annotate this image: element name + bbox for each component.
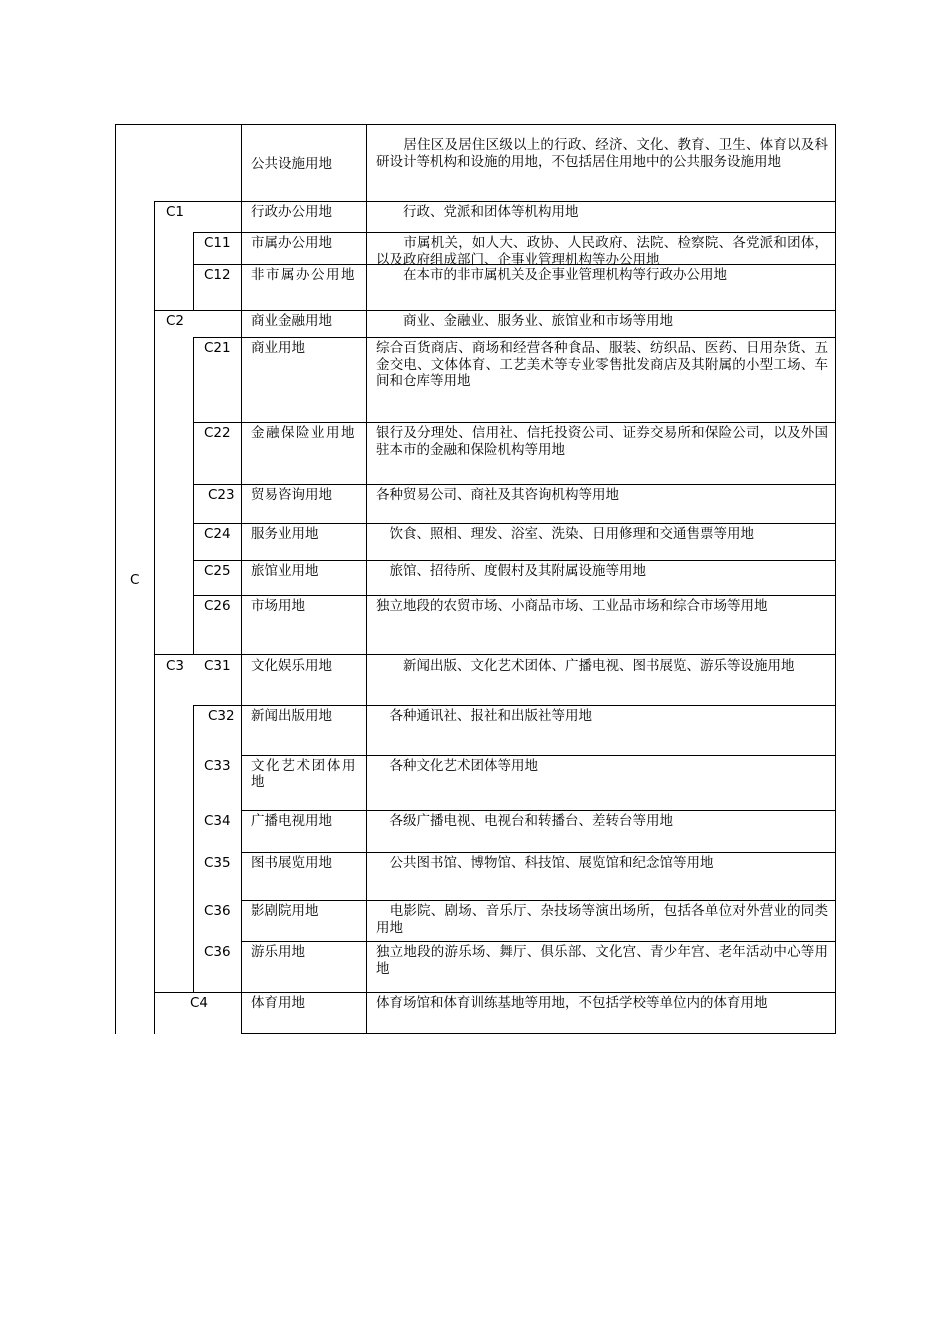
item-name: 市场用地 [251, 598, 305, 614]
row-line [193, 560, 836, 561]
item-desc: 旅馆、招待所、度假村及其附属设施等用地 [376, 563, 646, 579]
item-code: C24 [204, 526, 231, 542]
item-desc: 在本市的非市属机关及企事业管理机构等行政办公用地 [376, 267, 727, 283]
row-line [193, 337, 836, 338]
row-line [241, 755, 836, 756]
item-desc: 公共图书馆、博物馆、科技馆、展览馆和纪念馆等用地 [376, 855, 714, 871]
item-desc: 独立地段的农贸市场、小商品市场、工业品市场和综合市场等用地 [376, 598, 768, 614]
c2-sub-border [193, 337, 194, 654]
item-desc: 电影院、剧场、音乐厅、杂技场等演出场所，包括各单位对外营业的同类用地 [376, 903, 828, 936]
group-code: C1 [166, 204, 185, 220]
item-code: C33 [204, 758, 231, 774]
item-name: 非市属办公用地 [251, 267, 356, 283]
item-code: C36 [204, 903, 231, 919]
item-code: C31 [204, 658, 231, 674]
main-name: 公共设施用地 [251, 156, 332, 172]
table-left-border [115, 124, 116, 1034]
item-code: C26 [204, 598, 231, 614]
main-desc: 居住区及居住区级以上的行政、经济、文化、教育、卫生、体育以及科研设计等机构和设施的用地，不包括居住用地中的公共服务设施用地 [376, 137, 828, 170]
item-code: C12 [204, 267, 231, 283]
item-name: 服务业用地 [251, 526, 319, 542]
item-code: C34 [204, 813, 231, 829]
name-col-border [241, 124, 242, 1034]
row-line [241, 810, 836, 811]
item-code: C32 [208, 708, 235, 724]
item-name: 新闻出版用地 [251, 708, 332, 724]
row-line [193, 595, 836, 596]
table-top-border [115, 124, 836, 125]
item-code: C35 [204, 855, 231, 871]
row-line [154, 654, 836, 655]
row-line [241, 941, 836, 942]
row-line [154, 310, 836, 311]
item-name: 市属办公用地 [251, 235, 332, 251]
table-right-border [835, 124, 836, 1034]
item-desc: 银行及分理处、信用社、信托投资公司、证券交易所和保险公司，以及外国驻本市的金融和保险机构等用地 [376, 425, 828, 458]
item-name: 商业用地 [251, 340, 305, 356]
group-code: C2 [166, 313, 185, 329]
major-code: C [130, 572, 140, 588]
row-line [193, 232, 836, 233]
group-desc: 体育场馆和体育训练基地等用地，不包括学校等单位内的体育用地 [376, 995, 768, 1011]
item-name: 文化娱乐用地 [251, 658, 332, 674]
group-name: 体育用地 [251, 995, 305, 1011]
item-code: C36 [204, 944, 231, 960]
item-name: 图书展览用地 [251, 855, 332, 871]
row-line [193, 484, 836, 485]
group-name: 商业金融用地 [251, 313, 332, 329]
item-name: 广播电视用地 [251, 813, 332, 829]
mid-level-border [154, 201, 155, 1034]
item-code: C11 [204, 235, 231, 251]
group-desc: 行政、党派和团体等机构用地 [376, 204, 579, 220]
item-name: 金融保险业用地 [251, 425, 356, 441]
c3-sub-border [193, 705, 194, 992]
c1-sub-border [193, 232, 194, 310]
item-desc: 独立地段的游乐场、舞厅、俱乐部、文化宫、青少年宫、老年活动中心等用地 [376, 944, 828, 977]
item-name: 文化艺术团体用地 [251, 758, 357, 790]
group-code: C4 [190, 995, 209, 1011]
item-name: 贸易咨询用地 [251, 487, 332, 503]
item-code: C21 [204, 340, 231, 356]
item-desc: 各种通讯社、报社和出版社等用地 [376, 708, 592, 724]
table-bottom-border [241, 1033, 836, 1034]
item-desc: 市属机关，如人大、政协、人民政府、法院、检察院、各党派和团体，以及政府组成部门、企事业管理机构等办公用地 [376, 235, 828, 268]
item-desc: 各种文化艺术团体等用地 [376, 758, 538, 774]
item-desc: 饮食、照相、理发、浴室、洗染、日用修理和交通售票等用地 [376, 526, 754, 542]
desc-col-border [366, 124, 367, 1034]
row-line [193, 705, 836, 706]
row-line [193, 523, 836, 524]
item-code: C25 [204, 563, 231, 579]
item-code: C22 [204, 425, 231, 441]
row-line [193, 422, 836, 423]
group-code: C3 [166, 658, 185, 674]
group-name: 行政办公用地 [251, 204, 332, 220]
row-line [154, 992, 836, 993]
item-desc: 综合百货商店、商场和经营各种食品、服装、纺织品、医药、日用杂货、五金交电、文体体育、工艺美术等专业零售批发商店及其附属的小型工场、车间和仓库等用地 [376, 340, 828, 389]
item-code: C23 [208, 487, 235, 503]
row-line [241, 852, 836, 853]
row-line [241, 900, 836, 901]
item-desc: 各级广播电视、电视台和转播台、差转台等用地 [376, 813, 673, 829]
item-desc: 新闻出版、文化艺术团体、广播电视、图书展览、游乐等设施用地 [376, 658, 795, 674]
item-name: 旅馆业用地 [251, 563, 319, 579]
item-desc: 各种贸易公司、商社及其咨询机构等用地 [376, 487, 619, 503]
group-desc: 商业、金融业、服务业、旅馆业和市场等用地 [376, 313, 673, 329]
item-name: 游乐用地 [251, 944, 305, 960]
row-line [154, 201, 836, 202]
item-name: 影剧院用地 [251, 903, 319, 919]
